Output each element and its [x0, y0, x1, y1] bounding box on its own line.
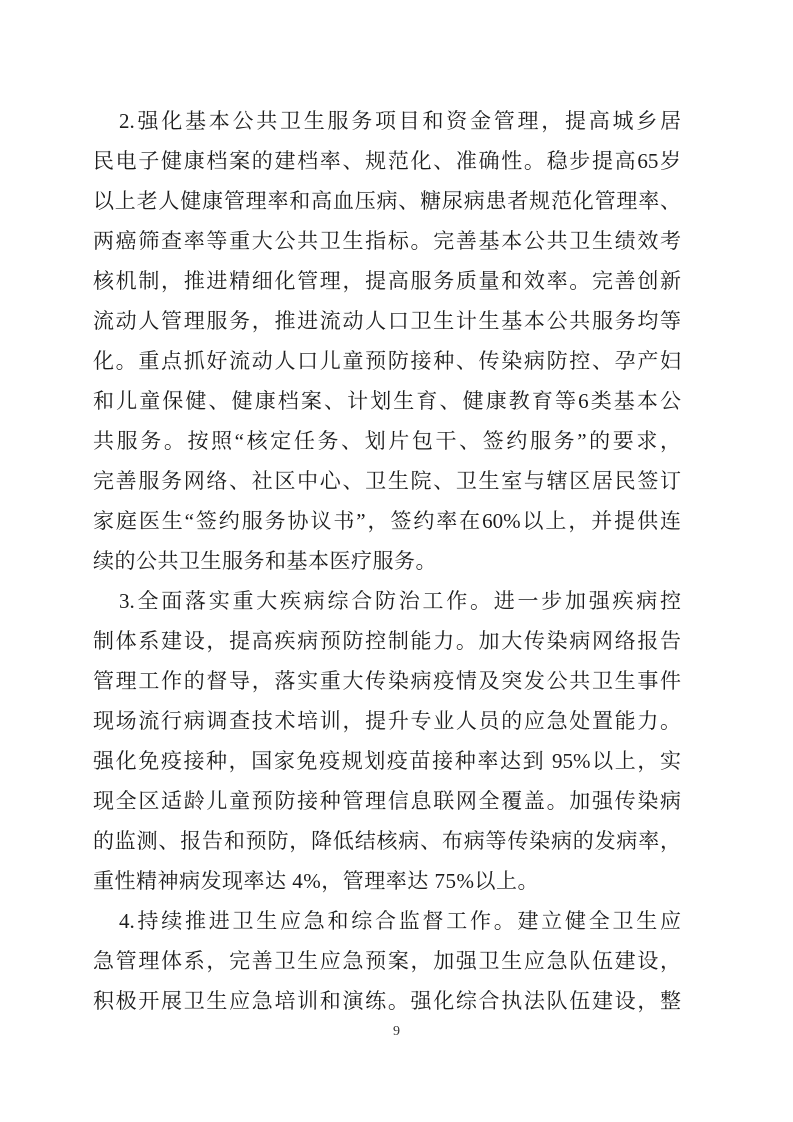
text-line: 重性精神病发现率达 4%，管理率达 75%以上。: [93, 869, 539, 893]
text-line: 两癌筛查率等重大公共卫生指标。完善基本公共卫生绩效考: [93, 229, 681, 253]
text-line: 急管理体系，完善卫生应急预案，加强卫生应急队伍建设，: [93, 949, 681, 973]
page-number: 9: [393, 1024, 400, 1039]
text-line: 2.强化基本公共卫生服务项目和资金管理，提高城乡居: [119, 109, 681, 133]
text-line: 家庭医生“签约服务协议书”，签约率在60%以上，并提供连: [93, 509, 681, 533]
text-line: 化。重点抓好流动人口儿童预防接种、传染病防控、孕产妇: [93, 349, 681, 373]
text-line: 和儿童保健、健康档案、计划生育、健康教育等6类基本公: [93, 389, 681, 413]
text-line: 共服务。按照“核定任务、划片包干、签约服务”的要求，: [93, 429, 681, 453]
text-line: 管理工作的督导，落实重大传染病疫情及突发公共卫生事件: [93, 669, 681, 693]
text-line: 现全区适龄儿童预防接种管理信息联网全覆盖。加强传染病: [93, 789, 681, 813]
text-line: 流动人管理服务，推进流动人口卫生计生基本公共服务均等: [93, 309, 681, 333]
text-line: 以上老人健康管理率和高血压病、糖尿病患者规范化管理率、: [93, 189, 681, 213]
text-line: 积极开展卫生应急培训和演练。强化综合执法队伍建设，整: [93, 989, 681, 1013]
text-line: 4.持续推进卫生应急和综合监督工作。建立健全卫生应: [119, 909, 681, 933]
text-line: 续的公共卫生服务和基本医疗服务。: [93, 549, 437, 573]
document-body: [93, 101, 681, 1021]
paragraph-item-2: [93, 101, 681, 581]
text-line: 制体系建设，提高疾病预防控制能力。加大传染病网络报告: [93, 629, 681, 653]
text-line: 民电子健康档案的建档率、规范化、准确性。稳步提高65岁: [93, 149, 681, 173]
text-line: 现场流行病调查技术培训，提升专业人员的应急处置能力。: [93, 709, 681, 733]
text-line: 3.全面落实重大疾病综合防治工作。进一步加强疾病控: [119, 589, 681, 613]
paragraph-item-4: [93, 901, 681, 1021]
text-line: 完善服务网络、社区中心、卫生院、卫生室与辖区居民签订: [93, 469, 681, 493]
paragraph-item-3: [93, 581, 681, 901]
text-line: 核机制，推进精细化管理，提高服务质量和效率。完善创新: [93, 269, 681, 293]
text-line: 强化免疫接种，国家免疫规划疫苗接种率达到 95%以上，实: [93, 749, 681, 773]
text-line: 的监测、报告和预防，降低结核病、布病等传染病的发病率，: [93, 829, 681, 853]
